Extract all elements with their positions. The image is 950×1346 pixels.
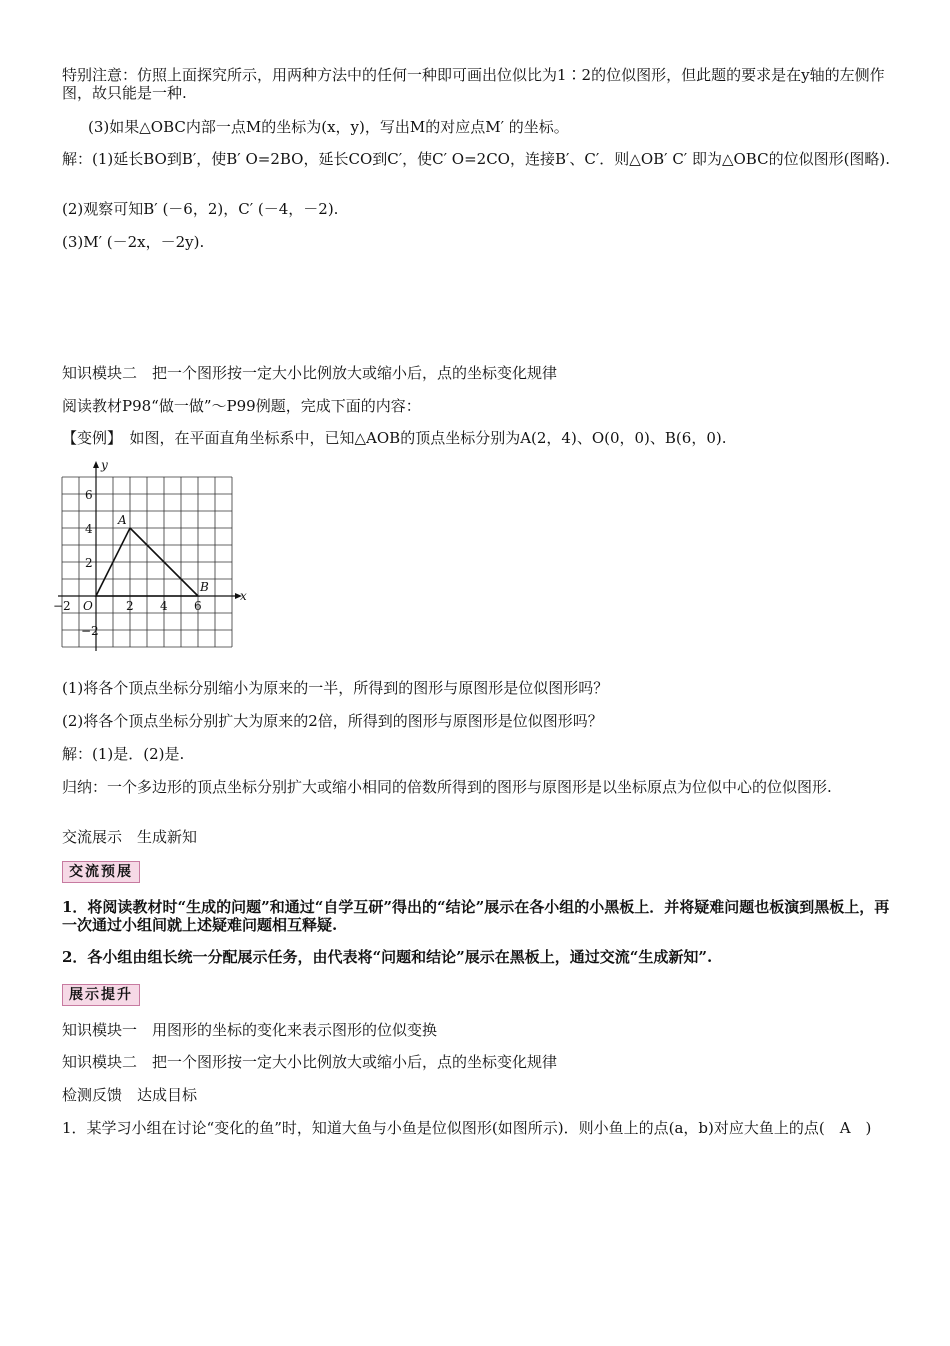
origin-label: O bbox=[83, 599, 93, 613]
y-tick-label: 2 bbox=[85, 556, 93, 570]
y-tick-label: 4 bbox=[85, 522, 93, 536]
solution-part-1: 解：(1)延长BO到B′，使B′ O=2BO，延长CO到C′，使C′ O=2CO，连接B′、C′．则△OB′ C′ 即为△OBC的位似图形(图略). bbox=[62, 150, 891, 168]
y-tick-label: −2 bbox=[81, 624, 99, 638]
solution-part-3: (3)M′ (－2x，－2y). bbox=[62, 233, 205, 251]
point-label-b: B bbox=[200, 580, 209, 594]
summary-paragraph: 归纳：一个多边形的顶点坐标分别扩大或缩小相同的倍数所得到的图形与原图形是以坐标原点为位似中心的位似图形. bbox=[62, 778, 832, 796]
question-3: (3)如果△OBC内部一点M的坐标为(x，y)，写出M的对应点M′ 的坐标。 bbox=[88, 118, 569, 136]
x-tick-label: 6 bbox=[194, 599, 202, 613]
coordinate-grid-figure bbox=[52, 455, 257, 665]
banner-exchange-preview: 交流预展 bbox=[62, 861, 140, 883]
y-axis-arrow-icon bbox=[93, 461, 99, 468]
note-paragraph: 特别注意：仿照上面探究所示，用两种方法中的任何一种即可画出位似比为1∶2的位似图形，但此题的要求是在y轴的左侧作图，故只能是一种. bbox=[62, 66, 885, 102]
banner-show-improve: 展示提升 bbox=[62, 984, 140, 1006]
sub-question-1: (1)将各个顶点坐标分别缩小为原来的一半，所得到的图形与原图形是位似图形吗？ bbox=[62, 679, 609, 697]
list-item-1: 1．将阅读教材时“生成的问题”和通过“自学互研”得出的“结论”展示在各小组的小黑板上．并将疑难问题也板演到黑板上，再一次通过小组间就上述疑难问题相互释疑. bbox=[62, 898, 890, 934]
variant-problem: 【变例】 如图，在平面直角坐标系中，已知△AOB的顶点坐标分别为A(2，4)、O(0，0)、B(6，0). bbox=[62, 429, 727, 447]
x-tick-label: −2 bbox=[53, 599, 71, 613]
module-2-line: 知识模块二 把一个图形按一定大小比例放大或缩小后，点的坐标变化规律 bbox=[62, 1053, 558, 1071]
module-2-heading: 知识模块二 把一个图形按一定大小比例放大或缩小后，点的坐标变化规律 bbox=[62, 364, 558, 382]
feedback-heading: 检测反馈 达成目标 bbox=[62, 1086, 198, 1104]
list-item-2: 2．各小组由组长统一分配展示任务，由代表将“问题和结论”展示在黑板上，通过交流“生成新知”. bbox=[62, 948, 713, 966]
point-label-a: A bbox=[118, 513, 127, 527]
y-axis-label: y bbox=[101, 458, 108, 472]
x-axis-label: x bbox=[240, 589, 247, 603]
x-tick-label: 2 bbox=[126, 599, 134, 613]
question-1: 1．某学习小组在讨论“变化的鱼”时，知道大鱼与小鱼是位似图形(如图所示)．则小鱼上的点(a，b)对应大鱼上的点( A ) bbox=[62, 1119, 872, 1137]
module-1-line: 知识模块一 用图形的坐标的变化来表示图形的位似变换 bbox=[62, 1021, 438, 1039]
answer-line: 解：(1)是．(2)是. bbox=[62, 745, 185, 763]
y-tick-label: 6 bbox=[85, 488, 93, 502]
x-tick-label: 4 bbox=[160, 599, 168, 613]
solution-part-2: (2)观察可知B′ (－6，2)，C′ (－4，－2). bbox=[62, 200, 339, 218]
exchange-heading: 交流展示 生成新知 bbox=[62, 828, 198, 846]
reading-instruction: 阅读教材P98“做一做”～P99例题，完成下面的内容： bbox=[62, 397, 421, 415]
sub-question-2: (2)将各个顶点坐标分别扩大为原来的2倍，所得到的图形与原图形是位似图形吗？ bbox=[62, 712, 603, 730]
